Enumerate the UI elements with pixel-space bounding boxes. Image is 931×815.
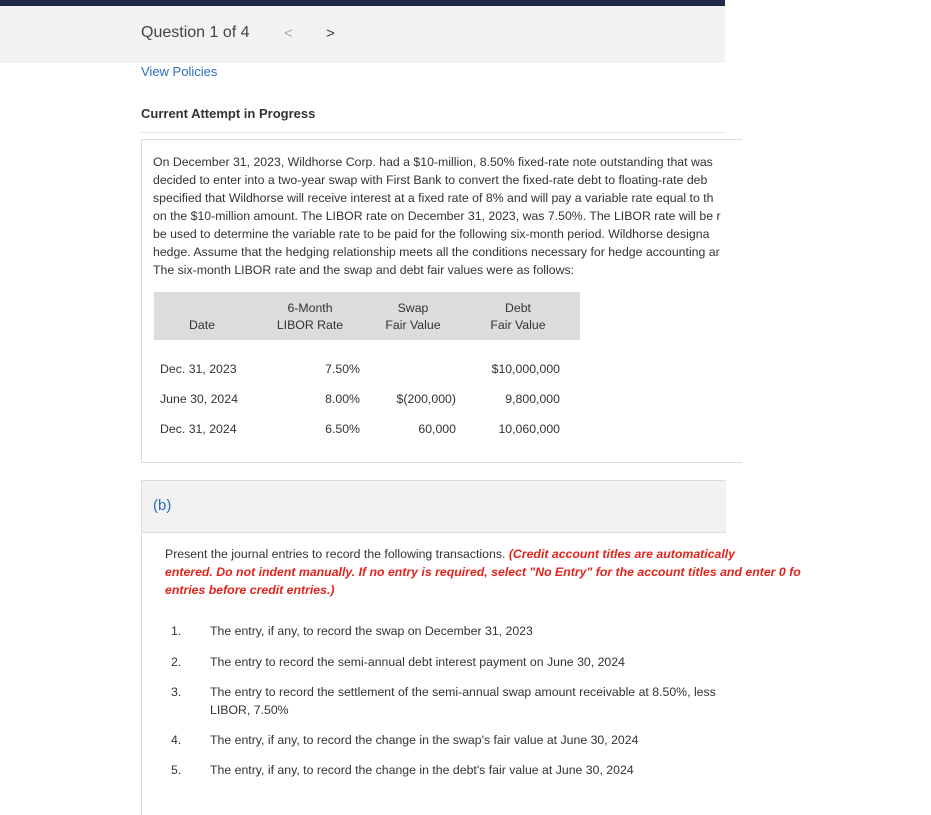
column-header-debt: Debt Fair Value	[456, 292, 580, 340]
instruction-text: Present the journal entries to record the following transactions.	[165, 547, 509, 561]
problem-line: decided to enter into a two-year swap with First Bank to convert the fixed-rate debt to floating-rate deb	[153, 173, 708, 187]
part-b-header	[141, 480, 726, 533]
cell-swap: $(200,000)	[396, 392, 456, 406]
problem-line: specified that Wildhorse will receive interest at a fixed rate of 8% and will pay a variable rate equal to th	[153, 191, 714, 205]
previous-question-icon[interactable]: <	[284, 25, 293, 42]
cell-libor: 8.00%	[325, 392, 360, 406]
task-number: 3.	[171, 685, 182, 699]
divider	[141, 132, 725, 133]
task-text: The entry, if any, to record the swap on December 31, 2023	[210, 624, 533, 638]
problem-line: The six-month LIBOR rate and the swap and debt fair values were as follows:	[153, 263, 575, 277]
cell-date: June 30, 2024	[160, 392, 238, 406]
cell-debt: $10,000,000	[491, 362, 560, 376]
cell-date: Dec. 31, 2023	[160, 362, 237, 376]
task-list	[165, 622, 725, 792]
problem-statement	[153, 153, 725, 277]
instruction-warning: entries before credit entries.)	[165, 583, 335, 597]
task-number: 5.	[171, 763, 182, 777]
table-row	[154, 414, 580, 444]
task-text: The entry, if any, to record the change in the debt's fair value at June 30, 2024	[210, 763, 634, 777]
question-counter: Question 1 of 4	[141, 24, 250, 41]
problem-line: on the $10-million amount. The LIBOR rate on December 31, 2023, was 7.50%. The LIBOR rate will be r	[153, 209, 721, 223]
cell-libor: 6.50%	[325, 422, 360, 436]
table-row	[154, 340, 580, 384]
cell-libor: 7.50%	[325, 362, 360, 376]
table-header-row	[154, 292, 580, 340]
column-header-swap: Swap Fair Value	[370, 292, 456, 340]
cell-date: Dec. 31, 2024	[160, 422, 237, 436]
task-number: 1.	[171, 624, 182, 638]
problem-line: On December 31, 2023, Wildhorse Corp. had a $10-million, 8.50% fixed-rate note outstanding that was	[153, 155, 713, 169]
cell-debt: 10,060,000	[498, 422, 560, 436]
task-text: The entry to record the settlement of the semi-annual swap amount receivable at 8.50%, less	[210, 685, 716, 699]
part-b-instructions	[165, 545, 801, 599]
part-b-label: (b)	[153, 497, 172, 514]
view-policies-link[interactable]: View Policies	[141, 64, 218, 79]
task-text: The entry to record the semi-annual debt interest payment on June 30, 2024	[210, 655, 625, 669]
instruction-warning: (Credit account titles are automatically	[508, 547, 736, 561]
cell-swap: 60,000	[418, 422, 456, 436]
instruction-warning: entered. Do not indent manually. If no entry is required, select "No Entry" for the account titles and enter 0 fo	[165, 565, 801, 579]
problem-line: be used to determine the variable rate to be paid for the following six-month period. Wildhorse designa	[153, 227, 710, 241]
part-b-border	[141, 532, 142, 815]
cell-swap	[370, 340, 456, 384]
task-number: 4.	[171, 733, 182, 747]
task-text: LIBOR, 7.50%	[210, 703, 289, 717]
cell-debt: 9,800,000	[505, 392, 560, 406]
instruction-line	[165, 545, 736, 563]
question-header	[0, 6, 725, 63]
task-text: The entry, if any, to record the change in the swap's fair value at June 30, 2024	[210, 733, 639, 747]
next-question-icon[interactable]: >	[326, 25, 335, 42]
problem-line: hedge. Assume that the hedging relationship meets all the conditions necessary for hedge accounting ar	[153, 245, 720, 259]
task-number: 2.	[171, 655, 182, 669]
attempt-status: Current Attempt in Progress	[141, 106, 316, 121]
rates-fair-values-table	[154, 292, 580, 444]
table-row	[154, 384, 580, 414]
column-header-libor: 6-Month LIBOR Rate	[250, 292, 370, 340]
column-header-date: Date	[154, 292, 250, 340]
